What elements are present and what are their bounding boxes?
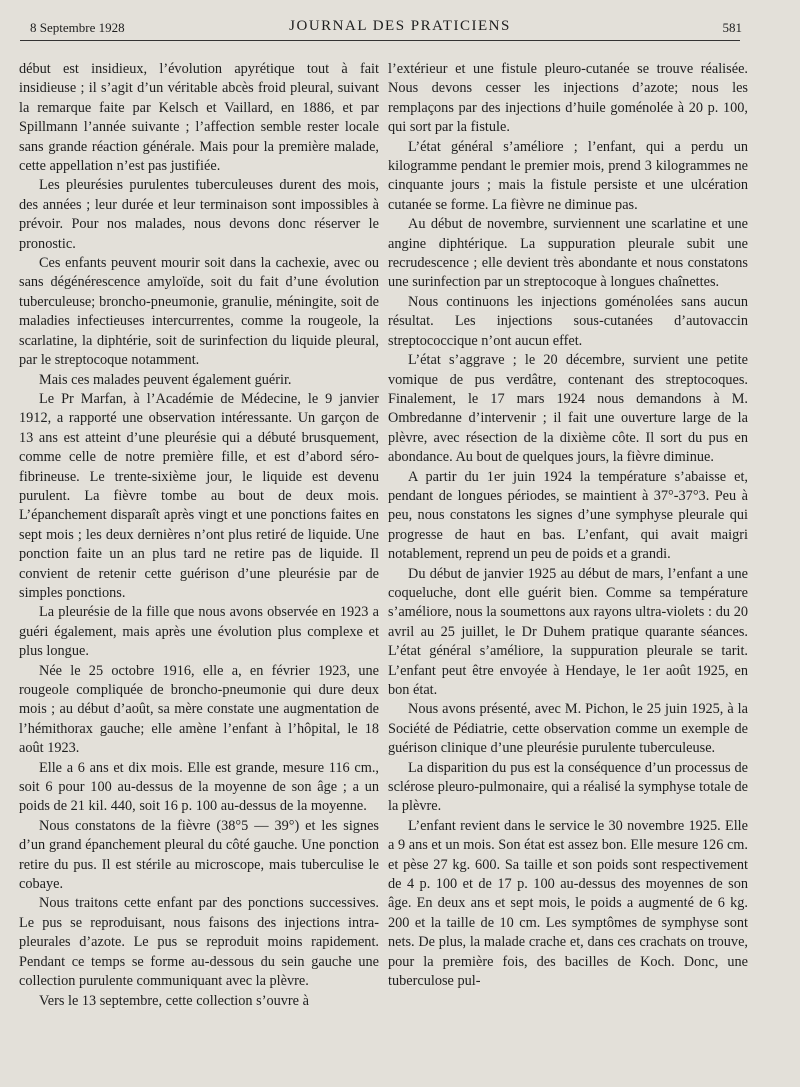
paragraph: L’état s’aggrave ; le 20 décembre, survient une petite vomique de pus verdâtre, contenant des streptocoques. Finalement, le 17 mars 1924 nous demandons à M. Ombredanne d’intervenir ; il fait une ouverture large de la plèvre, avec résection de la dixième côte. Il sort du pus en abondance. Au bout de quelques jours, la fièvre diminue.: [388, 352, 748, 466]
paragraph: Nous traitons cette enfant par des ponctions successives. Le pus se reproduisant, nous faisons des injections intra-pleurales d’azote. Le pus se reproduit moins rapidement. Pendant ce temps se forme au-dessous du sein gauche une collection purulente communiquant avec la plèvre.: [19, 895, 379, 990]
paragraph: Née le 25 octobre 1916, elle a, en février 1923, une rougeole compliquée de broncho-pneumonie qui dure deux mois ; au début d’août, sa mère constate une augmentation de l’hémithorax gauche; elle amène l’enfant à l’hôpital, le 18 août 1923.: [19, 662, 379, 757]
paragraph: Mais ces malades peuvent également guérir.: [39, 371, 292, 388]
paragraph: L’état général s’améliore ; l’enfant, qui a perdu un kilogramme pendant le premier mois, prend 3 kilogrammes ne cinquante jours ; mais la fistule persiste et une ulcération cutanée se forme. La fièvre ne diminue pas.: [388, 138, 748, 213]
page-header: [0, 18, 800, 40]
right-column: [388, 60, 748, 992]
paragraph: Les pleurésies purulentes tuberculeuses durent des mois, des années ; leur durée et leur terminaison sont impossibles à prévoir. Pour nos malades, nous devons donc réserver le pronostic.: [19, 177, 379, 252]
paragraph: La disparition du pus est la conséquence d’un processus de sclérose pleuro-pulmonaire, qui a réalisé la symphyse totale de la plèvre.: [388, 759, 748, 815]
page-number: 581: [722, 20, 742, 35]
paragraph: La pleurésie de la fille que nous avons observée en 1923 a guéri également, mais après une évolution plus complexe et plus longue.: [19, 604, 379, 660]
left-column: [19, 60, 379, 1011]
paragraph: Nous avons présenté, avec M. Pichon, le 25 juin 1925, à la Société de Pédiatrie, cette observation comme un exemple de guérison clinique d’une pleurésie purulente tuberculeuse.: [388, 701, 748, 757]
paragraph: Elle a 6 ans et dix mois. Elle est grande, mesure 116 cm., soit 6 pour 100 au-dessus de la moyenne de son âge ; a un poids de 21 kil. 440, soit 16 p. 100 au-dessus de la moyenne.: [19, 759, 379, 815]
paragraph: Nous constatons de la fièvre (38°5 — 39°) et les signes d’un grand épanchement pleural du côté gauche. Une ponction retire du pus. Il est stérile au microscope, mais tuberculise le cobaye.: [19, 817, 379, 893]
paragraph: Vers le 13 septembre, cette collection s’ouvre à: [39, 992, 309, 1009]
paragraph: Nous continuons les injections goménolées sans aucun résultat. Les injections sous-cutanées d’autovaccin streptococcique n’ont aucun effet.: [388, 293, 748, 349]
paragraph: l’extérieur et une fistule pleuro-cutanée se trouve réalisée. Nous devons cesser les injections d’azote; nous les remplaçons par des injections d’huile goménolée à 20 p. 100, qui sort par la fistule.: [388, 61, 748, 136]
paragraph: A partir du 1er juin 1924 la température s’abaisse et, pendant de longues périodes, se maintient à 37°-37°3. Peu à peu, nous constatons les signes d’une symphyse pleurale qui progresse de haut en bas. L’enfant, qui avait maigri notablement, reprend un peu de poids et a grandi.: [388, 468, 748, 563]
paragraph: Le Pr Marfan, à l’Académie de Médecine, le 9 janvier 1912, a rapporté une observation intéressante. Un garçon de 13 ans est atteint d’une pleurésie qui a débuté brusquement, comme celle de notre première fille, et est d’abord séro-fibrineuse. Le trente-sixième jour, le liquide est devenu purulent. La fièvre tombe au bout de deux mois. L’épanchement disparaît après vingt et une ponctions faites en sept mois ; les deux dernières n’ont plus retiré de liquide. Une ponction faite un an plus tard ne retire pas de liquide. Il convient de retenir cette guérison d’une pleurésie par de simples ponctions.: [19, 390, 379, 601]
header-rule: [20, 40, 740, 41]
paragraph: L’enfant revient dans le service le 30 novembre 1925. Elle a 9 ans et un mois. Son état est assez bon. Elle mesure 126 cm. et pèse 27 kg. 600. Sa taille et son poids sont respectivement de 4 p. 100 et de 17 p. 100 au-dessus des moyennes de son âge. En deux ans et sept mois, le poids a augmenté de 6 kg. 200 et la taille de 10 cm. Les symptômes de symphyse sont nets. De plus, la malade crache et, dans ces crachats on trouve, pour la première fois, des bacilles de Koch. Donc, une tuberculose pul-: [388, 817, 748, 990]
paragraph: Au début de novembre, surviennent une scarlatine et une angine diphtérique. La suppuration pleurale subit une recrudescence ; elle devient très abondante et nous constatons une surinfection par un streptocoque à longues chaînettes.: [388, 216, 748, 291]
paragraph: début est insidieux, l’évolution apyrétique tout à fait insidieuse ; il s’agit d’un véritable abcès froid pleural, suivant la remarque faite par Kelsch et Vaillard, en 1886, et par Spillmann l’année suivante ; l’affection semble rester locale sans grande réaction générale. Mais pour la première malade, cette appellation n’est pas justifiée.: [19, 61, 379, 175]
paragraph: Ces enfants peuvent mourir soit dans la cachexie, avec ou sans dégénérescence amyloïde, soit du fait d’une évolution tuberculeuse; broncho-pneumonie, granulie, méningite, soit de maladies infectieuses intercurrentes, comme la rougeole, la scarlatine, la diphtérie, soit de surinfection du liquide pleural, par le streptocoque notamment.: [19, 255, 379, 369]
journal-title: JOURNAL DES PRATICIENS: [289, 18, 511, 34]
header-date: 8 Septembre 1928: [30, 20, 125, 35]
paragraph: Du début de janvier 1925 au début de mars, l’enfant a une coqueluche, dont elle guérit bien. Comme sa température s’améliore, nous la soumettons aux rayons ultra-violets : du 20 avril au 25 juillet, le Dr Duhem pratique quarante séances. L’état général s’améliore, la suppuration pleurale se tarit. L’enfant peut être envoyée à Hendaye, le 1er août 1925, en bon état.: [388, 565, 748, 698]
